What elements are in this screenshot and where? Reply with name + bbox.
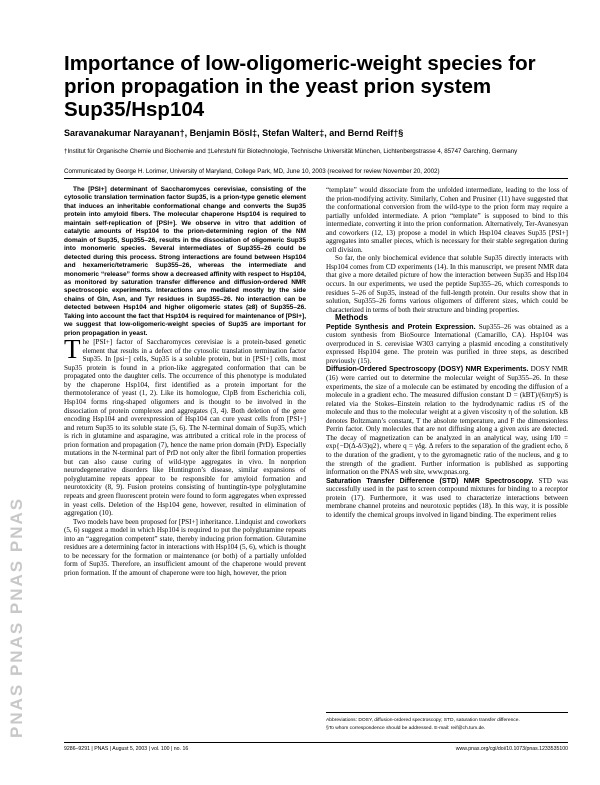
intro-paragraph-1 [64, 334, 306, 518]
drop-cap: T [64, 334, 81, 365]
footer-doi-link[interactable]: www.pnas.org/cgi/doi/10.1073/pnas.1233535100 [455, 746, 568, 752]
footer-citation: 9286–9291 | PNAS | August 5, 2003 | vol. 100 | no. 16 [64, 746, 189, 752]
communicated-line: Communicated by George H. Lorimer, University of Maryland, College Park, MD, June 10, 2003 (received for review November 20, 2002) [64, 168, 440, 175]
methods-heading: Methods [335, 313, 368, 323]
author-list: Saravanakumar Narayanan†, Benjamin Bösl‡, Stefan Walter‡, and Bernd Reif†§ [64, 128, 404, 138]
footnote-correspondence: §To whom correspondence should be addressed. E-mail: reif@ch.tum.de. [326, 726, 486, 731]
header-rule [64, 178, 568, 179]
methods-dosy-nmr [326, 365, 568, 476]
pnas-sidebar-text: PNAS PNAS PNAS PNAS [7, 496, 26, 738]
methods-dosy-nmr-heading: Diffusion-Ordered Spectroscopy (DOSY) NMR Experiments. [326, 365, 529, 374]
methods-peptide-synthesis-heading: Peptide Synthesis and Protein Expression. [326, 322, 476, 331]
left-column [64, 186, 306, 577]
abstract: The [PSI+] determinant of Saccharomyces cerevisiae, consisting of the cytosolic translation termination factor Sup35, is a prion-type genetic element that induces an inheritable conformational change and converts the Sup35 protein into amyloid fibers. The molecular chaperone Hsp104 is required to maintain self-replication of [PSI+]. We observe in vitro that addition of catalytic amounts of Hsp104 to the prion-determining region of the NM domain of Sup35, Sup355–26, results in the dissociation of oligomeric Sup35 into monomeric species. Several intermediates of Sup355–26 could be detected during this process. Strong interactions are found between Hsp104 and hexameric/tetrameric Sup355–26, whereas the intermediate and monomeric “release” forms show a decreased affinity with respect to Hsp104, as monitored by saturation transfer difference and diffusion-ordered NMR spectroscopic experiments. Interactions are mediated mostly by the side chains of Gln, Asn, and Tyr residues in Sup355–26. No interaction can be detected between Hsp104 and higher oligomeric states (≥8) of Sup355–26. Taking into account the fact that Hsp104 is required for maintenance of [PSI+], we suggest that low-oligomeric-weight species of Sup35 are important for prion propagation in yeast. [64, 186, 306, 337]
article-title: Importance of low-oligomeric-weight species for prion propagation in the yeast prion system Sup35/Hsp104 [64, 52, 536, 121]
methods-std-nmr-heading: Saturation Transfer Difference (STD) NMR Spectroscopy. [326, 476, 534, 485]
footnote-abbreviations: Abbreviations: DOSY, diffusion-ordered spectroscopy; STD, saturation transfer difference. [326, 718, 520, 723]
methods-dosy-nmr-text: DOSY NMR (16) were carried out to determine the molecular weight of Sup355–26. In these experiments, the size of a molecule can be estimated by encoding the diffusion of a molecule in a gradient echo. The measured diffusion constant D = (kBT)/(6πηrS) is related via the Stokes–Einstein relation to the hydrodynamic radius rS of the molecule and thus to the molecular weight at a given viscosity η of the solution. kB denotes Boltzmann’s constant, T the absolute temperature, and F the dimensionless Perrin factor. Only molecules that are not diffusing along a given axis are detected. The decay of magnetization can be analyzed in an analytical way, using I/I0 = exp{−D(Δ-δ/3)q2}, where q = γδg. Δ refers to the separation of the gradient echo, δ to the duration of the gradient, γ to the gyromagnetic ratio of the nucleus, and g to the strength of the gradient. Further information is published as supporting information on the PNAS web site, www.pnas.org. [326, 365, 568, 477]
intro-paragraph-2: Two models have been proposed for [PSI+] inheritance. Lindquist and coworkers (5, 6) suggest a model in which Hsp104 is required to put the polyglutamine repeats into an “aggregation competent” state, thereby inducing prion formation. Glutamine residues are a determining factor in interactions with Hsp104 (5, 6), which is thought to be necessary for the formation or maintenance (or both) of a partially unfolded form of Sup35. Therefore, an insufficient amount of the chaperone would prevent prion formation. If the amount of chaperone were too high, however, the prion [64, 517, 306, 577]
page-footer [64, 742, 568, 752]
right-column [326, 186, 568, 519]
methods-std-nmr [326, 477, 568, 520]
intro-paragraph-4: So far, the only biochemical evidence that soluble Sup35 directly interacts with Hsp104 comes from CD experiments (14). In this manuscript, we present NMR data that give a more detailed picture of how the interaction between Sup35 and Hsp104 occurs. In our experiments, we used the peptide Sup355–26, which corresponds to residues 5–26 of Sup35, instead of the full-length protein. Our results show that in solution, Sup355–26 forms various oligomers of different sizes, which could be characterized in terms of both their structure and binding properties. [326, 254, 568, 314]
intro-paragraph-1-text: he [PSI+] factor of Saccharomyces cerevisiae is a protein-based genetic element that results in a defect of the cytosolic translation termination factor Sup35. In [psi−] cells, Sup35 is a soluble protein, but in [PSI+] cells, most Sup35 protein is found in a prion-like aggregated conformation that can be propagated onto the daughter cells. The occurrence of this phenotype is modulated by the chaperone Hsp104, first identified as a protein important for the thermotolerance of yeast (1, 2). Like its homologue, ClpB from Escherichia coli, Hsp104 forms ring-shaped oligomers and is thought to be involved in the dissociation of protein complexes and aggregates (3, 4). Both deletion of the gene encoding Hsp104 and overexpression of Hsp104 can cure yeast cells from [PSI+] and return Sup35 to its soluble state (5, 6). The N-terminal domain of Sup35, which is rich in glutamine and asparagine, was attributed a critical role in the process of prion formation and propagation (7), hence the name prion domain (PrD). Especially mutations in the N-terminal part of PrD not only alter the fibril formation properties but can also cause curing of wild-type aggregates in vivo. In nonprion neurodegenerative disorders like Huntington’s disease, similar expansions of polyglutamine repeats appear to be responsible for amyloid formation and neurotoxicity (8, 9). Fusion proteins consisting of huntingtin-type polyglutamine repeats and green fluorescent protein were found to form aggregates when expressed in yeast cells. Deletion of the Hsp104 gene, however, resulted in elimination of aggregation (10). [64, 338, 306, 518]
pnas-sidebar-watermark [8, 470, 24, 740]
methods-peptide-synthesis-text: Sup355–26 was obtained as a custom synthesis from BioSource International (Camarillo, CA). Hsp104 was overproduced in S. cerevisiae W303 carrying a plasmid encoding a constitutively expressed Hsp104 gene. The protein was purified in three steps, as described previously (15). [326, 322, 568, 365]
affiliations: †Institut für Organische Chemie und Biochemie and ‡Lehrstuhl für Biotechnologie, Technische Universität München, Lichtenbergstrasse 4, 85747 Garching, Germany [64, 148, 518, 155]
methods-peptide-synthesis [326, 323, 568, 366]
methods-std-nmr-text: STD was successfully used in the past to screen compound mixtures for binding to a receptor protein (17). Furthermore, it was used to characterize interactions between membrane channel proteins and neurotoxic peptides (18). In this way, it is possible to identify the chemical groups involved in ligand binding. The experiment relies [326, 476, 568, 519]
footnotes [326, 712, 568, 733]
intro-paragraph-3: “template” would dissociate from the unfolded intermediate, leading to the loss of the prion-modifying activity. Similarly, Cohen and Prusiner (11) have suggested that the conformational conversion from the wild-type to the prion form may require a partially unfolded intermediate. A prion “template” is supposed to bind to this intermediate, converting it into the prion conformation. Alternatively, Ter-Avanesyan and coworkers (12, 13) propose a model in which Hsp104 cleaves Sup35 [PSI+] aggregates into smaller pieces, which is necessary for their stable segregation during cell division. [326, 186, 568, 254]
